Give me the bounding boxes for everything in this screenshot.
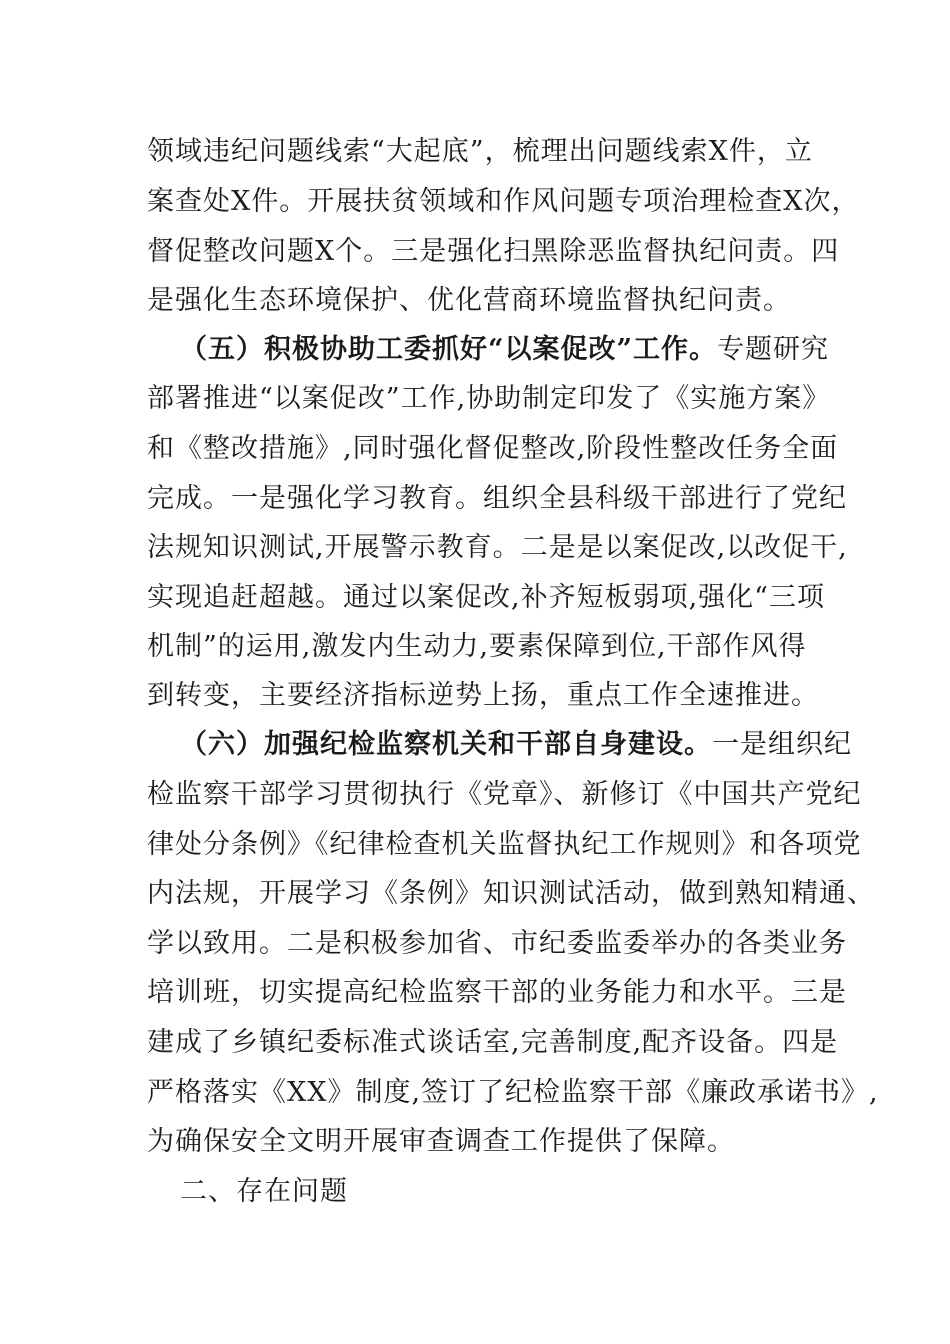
section-6-lead-text: 一是组织纪 — [712, 729, 852, 760]
body-line: 培训班，切实提高纪检监察干部的业务能力和水平。三是 — [147, 977, 847, 1008]
body-line: 内法规，开展学习《条例》知识测试活动，做到熟知精通、 — [147, 878, 875, 909]
section-5-heading: （五）积极协助工委抓好“以案促改”工作。 — [180, 334, 718, 365]
body-line: 严格落实《XX》制度,签订了纪检监察干部《廉政承诺书》, — [147, 1077, 879, 1108]
body-line: 到转变，主要经济指标逆势上扬，重点工作全速推进。 — [147, 680, 819, 711]
section-5-lead-text: 专题研究 — [717, 334, 830, 365]
body-line: 机制”的运用,激发内生动力,要素保障到位,干部作风得 — [147, 631, 807, 662]
section-6-paragraph-first-line — [180, 728, 852, 762]
body-line: 督促整改问题X个。三是强化扫黑除恶监督执纪问责。四 — [147, 236, 840, 267]
body-line: 律处分条例》《纪律检查机关监督执纪工作规则》和各项党 — [147, 829, 862, 860]
body-line: 为确保安全文明开展审查调查工作提供了保障。 — [147, 1126, 735, 1157]
body-line: 学以致用。二是积极参加省、市纪委监委举办的各类业务 — [147, 928, 847, 959]
body-line: 法规知识测试,开展警示教育。二是是以案促改,以改促干, — [147, 532, 848, 563]
body-line: 是强化生态环境保护、优化营商环境监督执纪问责。 — [147, 285, 791, 316]
body-line: 完成。一是强化学习教育。组织全县科级干部进行了党纪 — [147, 483, 847, 514]
body-line: 案查处X件。开展扶贫领域和作风问题专项治理检查X次， — [147, 186, 860, 217]
body-line: 部署推进“以案促改”工作,协助制定印发了《实施方案》 — [147, 383, 831, 414]
body-line: 检监察干部学习贯彻执行《党章》、新修订《中国共产党纪 — [147, 779, 862, 810]
body-line: 领域违纪问题线索“大起底”，梳理出问题线索X件，立 — [147, 136, 813, 167]
body-line: 和《整改措施》,同时强化督促整改,阶段性整改任务全面 — [147, 433, 839, 464]
body-line: 建成了乡镇纪委标准式谈话室,完善制度,配齐设备。四是 — [147, 1027, 839, 1058]
section-5-paragraph-first-line — [180, 333, 829, 367]
section-6-heading: （六）加强纪检监察机关和干部自身建设。 — [180, 729, 712, 760]
body-line: 实现追赶超越。通过以案促改,补齐短板弱项,强化“三项 — [147, 582, 825, 613]
section-two-heading: 二、存在问题 — [180, 1176, 348, 1207]
